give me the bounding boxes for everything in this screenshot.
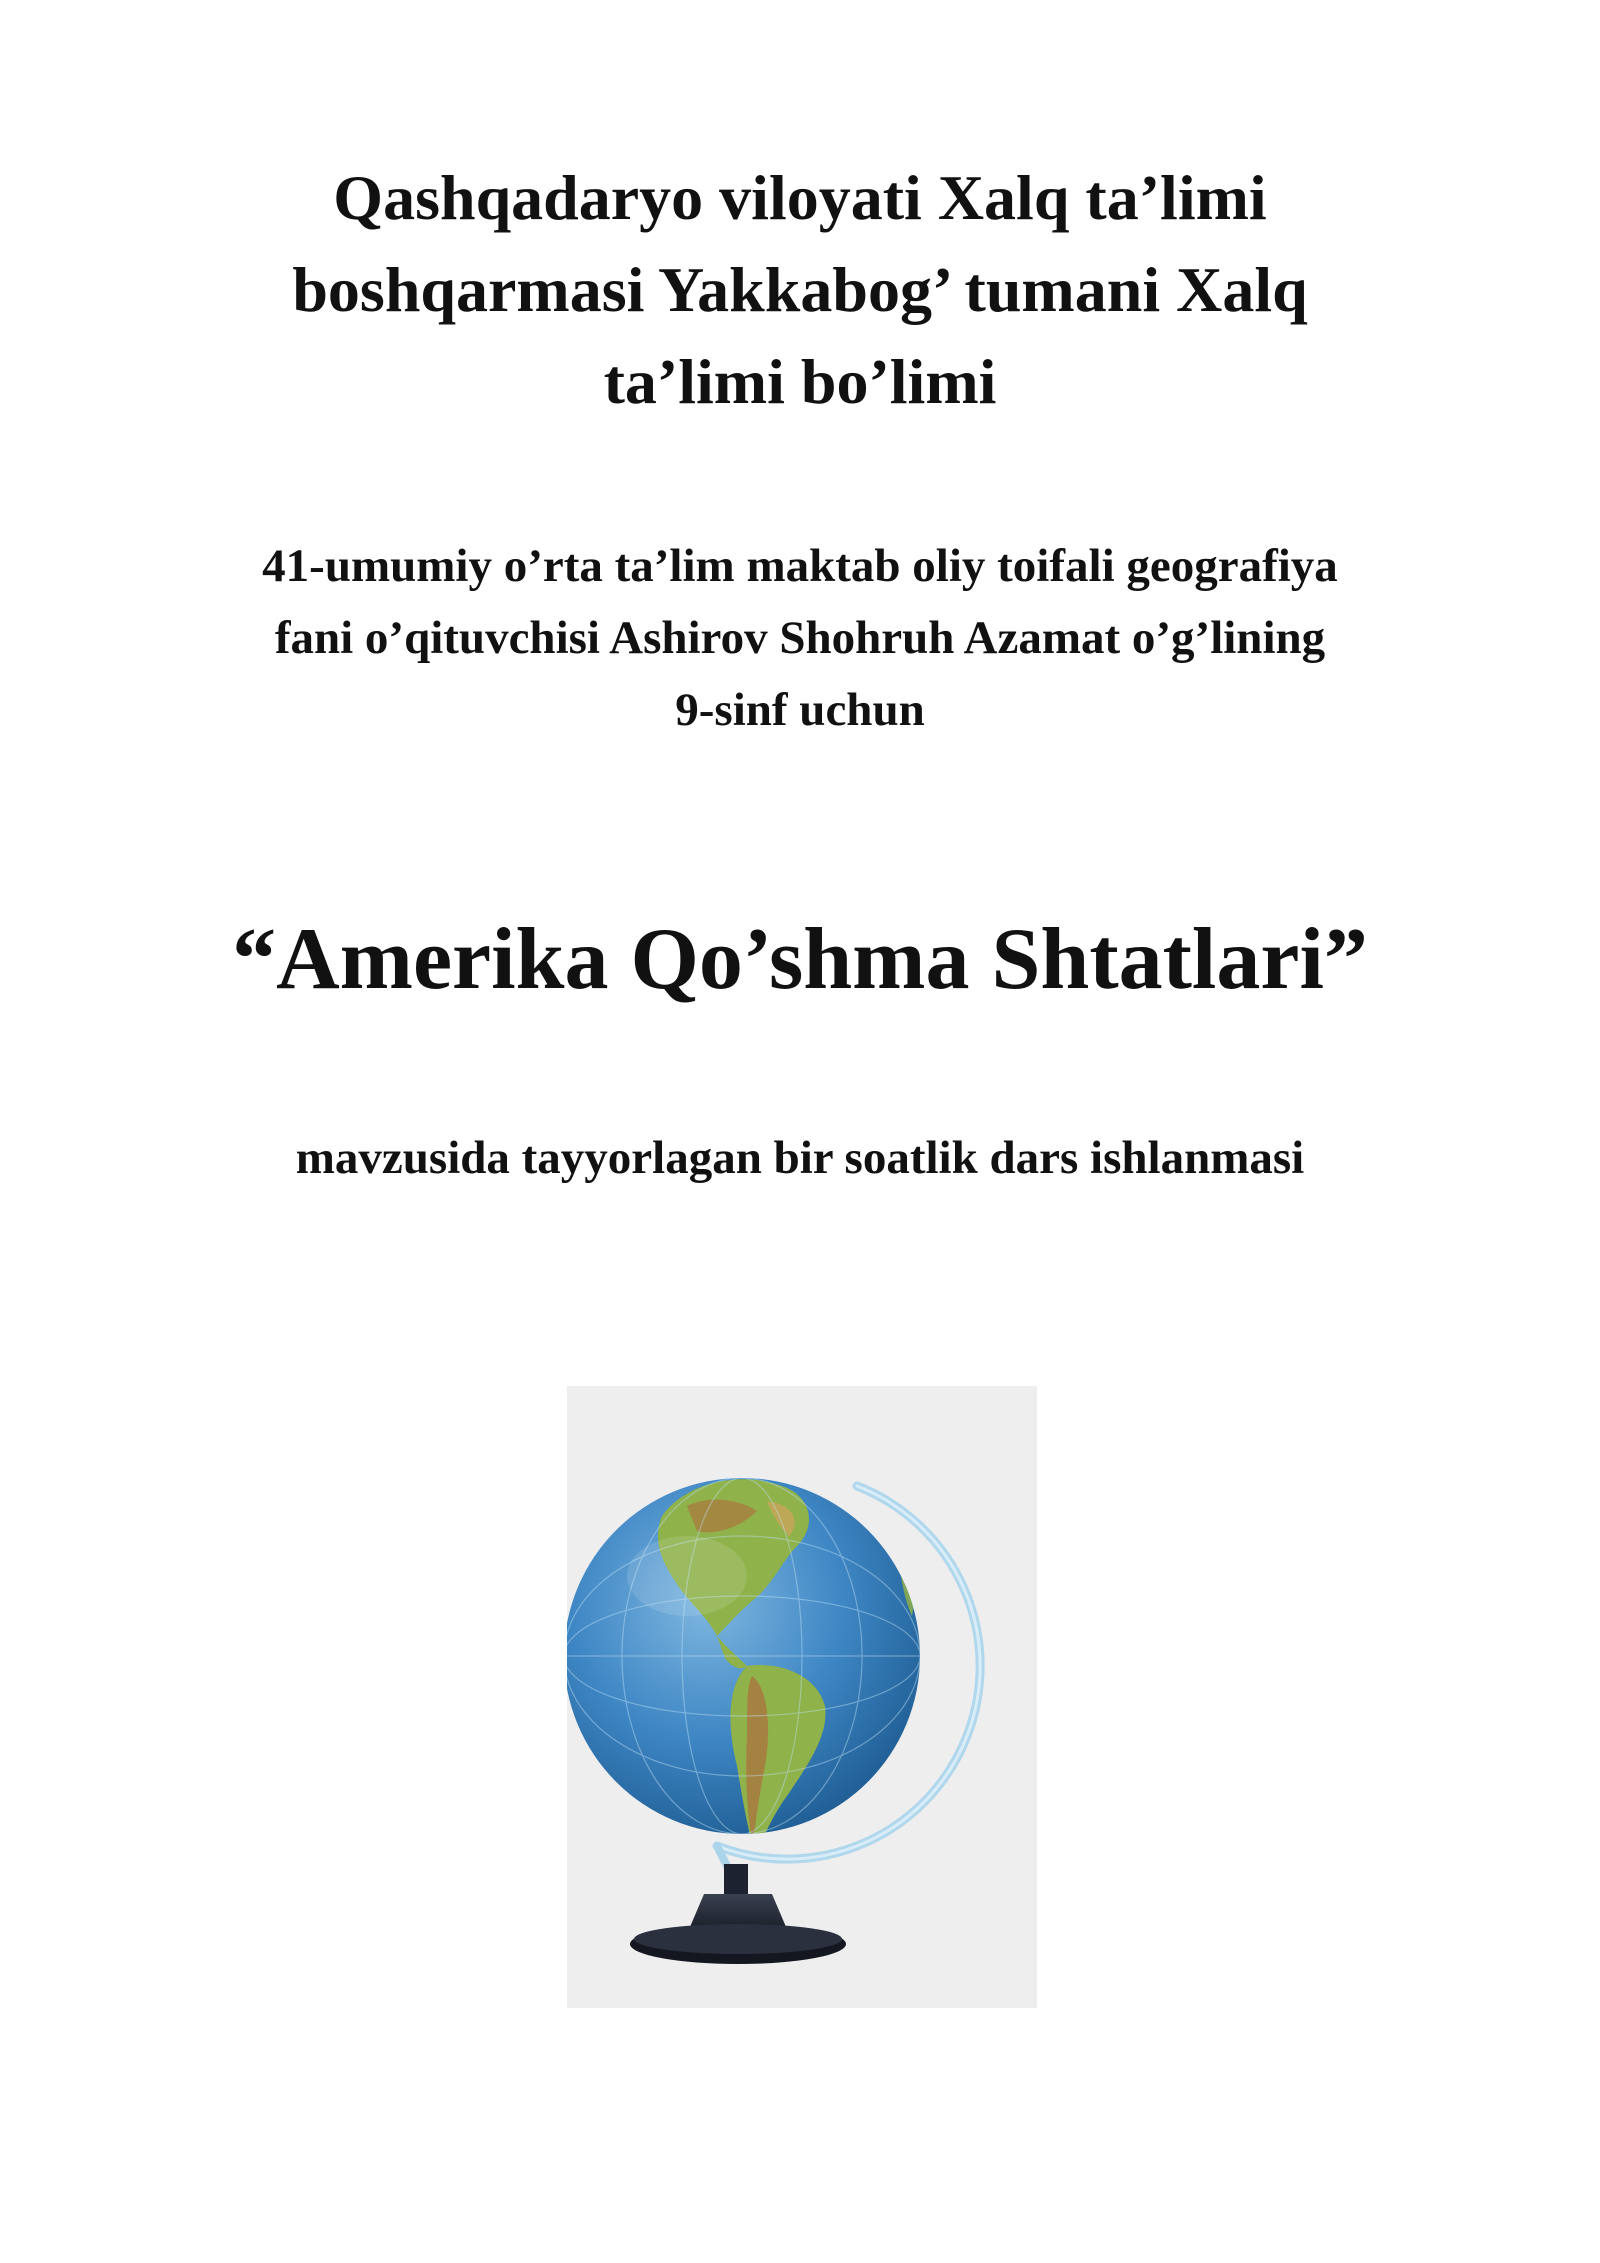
globe-icon — [567, 1386, 1037, 2008]
author-line-3: 9-sinf uchun — [675, 684, 925, 736]
lesson-subtitle: mavzusida tayyorlagan bir soatlik dars ishlanmasi — [295, 1132, 1305, 1184]
header-line-1: Qashqadaryo viloyati Xalq ta’limi — [333, 162, 1267, 233]
header-line-2: boshqarmasi Yakkabog’ tumani Xalq — [292, 254, 1308, 325]
lesson-title: “Amerika Qo’shma Shtatlari” — [232, 911, 1368, 1008]
author-line-1: 41-umumiy o’rta ta’lim maktab oliy toifali geografiya — [262, 540, 1338, 592]
author-info — [0, 530, 1600, 746]
globe-photo — [567, 1386, 1037, 2008]
document-header — [0, 152, 1600, 428]
author-line-2: fani o’qituvchisi Ashirov Shohruh Azamat o’g’lining — [274, 612, 1326, 664]
header-line-3: ta’limi bo’limi — [603, 346, 997, 417]
